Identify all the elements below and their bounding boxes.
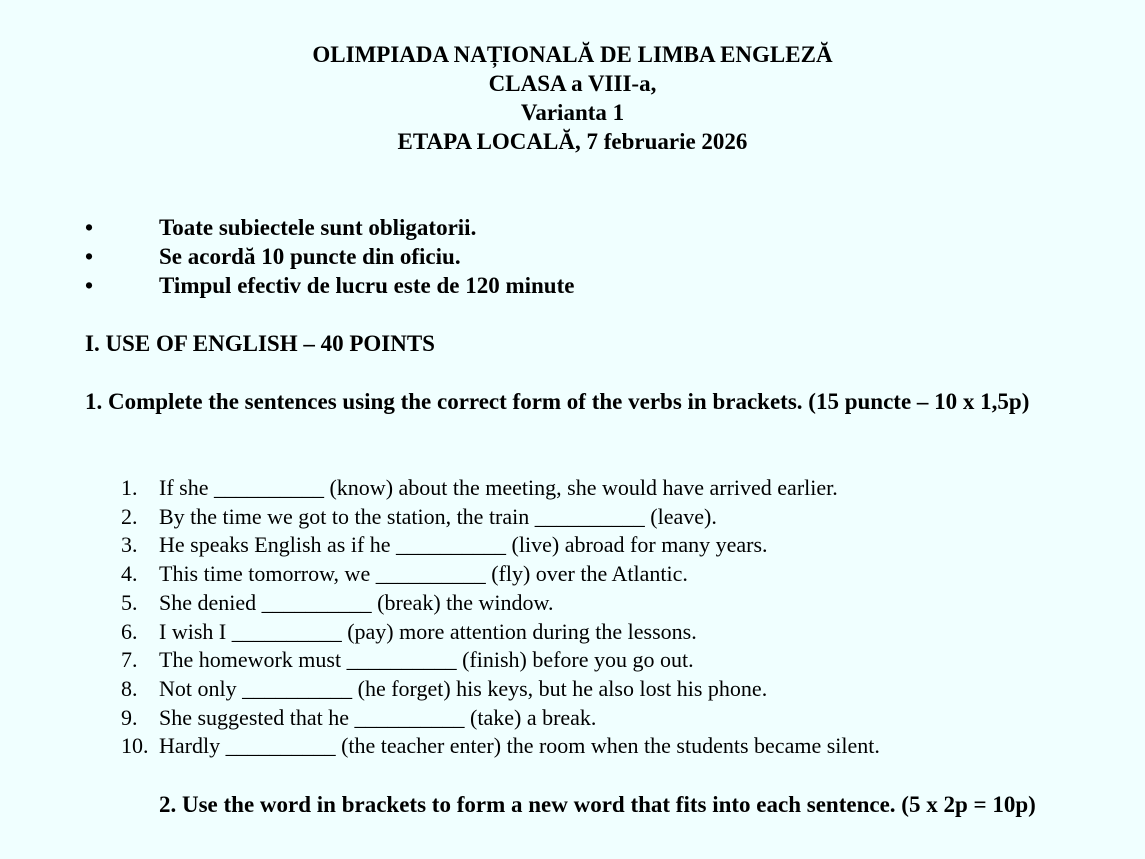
list-item bbox=[121, 618, 880, 647]
item-number: 4. bbox=[121, 561, 138, 587]
rule-item bbox=[85, 242, 574, 271]
rule-text: Timpul efectiv de lucru este de 120 minute bbox=[159, 273, 575, 298]
task2-instruction: 2. Use the word in brackets to form a new word that fits into each sentence. (5 x 2p = 10p) bbox=[159, 792, 1036, 817]
rule-item bbox=[85, 213, 574, 242]
stage-date: ETAPA LOCALĂ, 7 februarie 2026 bbox=[397, 129, 748, 154]
bullet-icon: • bbox=[85, 244, 94, 269]
task1-sentence-list bbox=[121, 474, 880, 761]
item-number: 8. bbox=[121, 675, 138, 701]
item-number: 3. bbox=[121, 532, 138, 558]
rule-item bbox=[85, 271, 574, 300]
item-text: This time tomorrow, we __________ (fly) over the Atlantic. bbox=[159, 561, 688, 587]
variant-label: Varianta 1 bbox=[520, 100, 625, 125]
item-text: Not only __________ (he forget) his keys, but he also lost his phone. bbox=[159, 675, 768, 701]
item-number: 1. bbox=[121, 475, 138, 500]
item-text: She denied __________ (break) the window. bbox=[159, 589, 554, 615]
item-number: 10. bbox=[121, 733, 149, 759]
list-item bbox=[121, 531, 880, 560]
item-number: 5. bbox=[121, 589, 138, 615]
list-item bbox=[121, 560, 880, 589]
item-number: 2. bbox=[121, 503, 138, 529]
item-text: By the time we got to the station, the train __________ (leave). bbox=[159, 503, 717, 529]
rule-text: Toate subiectele sunt obligatorii. bbox=[159, 215, 477, 240]
item-text: The homework must __________ (finish) before you go out. bbox=[159, 647, 694, 673]
item-text: Hardly __________ (the teacher enter) the room when the students became silent. bbox=[159, 733, 880, 759]
bullet-icon: • bbox=[85, 215, 94, 240]
bullet-icon: • bbox=[85, 273, 94, 298]
item-text: She suggested that he __________ (take) a break. bbox=[159, 704, 597, 730]
rule-text: Se acordă 10 puncte din oficiu. bbox=[159, 244, 461, 269]
olympiad-title: OLIMPIADA NAȚIONALĂ DE LIMBA ENGLEZĂ bbox=[312, 42, 833, 67]
document-header bbox=[0, 40, 1145, 156]
item-number: 9. bbox=[121, 704, 138, 730]
list-item bbox=[121, 474, 880, 503]
list-item bbox=[121, 675, 880, 704]
list-item bbox=[121, 589, 880, 618]
item-text: He speaks English as if he __________ (live) abroad for many years. bbox=[159, 532, 768, 558]
item-number: 7. bbox=[121, 647, 138, 673]
list-item bbox=[121, 646, 880, 675]
list-item bbox=[121, 704, 880, 733]
class-label: CLASA a VIII-a, bbox=[488, 71, 657, 96]
list-item bbox=[121, 732, 880, 761]
section-title: I. USE OF ENGLISH – 40 POINTS bbox=[85, 331, 435, 356]
rules-list bbox=[85, 213, 574, 300]
item-number: 6. bbox=[121, 618, 138, 644]
task1-instruction: 1. Complete the sentences using the correct form of the verbs in brackets. (15 puncte – 10 x 1,5p) bbox=[85, 389, 1030, 414]
item-text: I wish I __________ (pay) more attention during the lessons. bbox=[159, 618, 697, 644]
list-item bbox=[121, 503, 880, 532]
item-text: If she __________ (know) about the meeting, she would have arrived earlier. bbox=[159, 475, 838, 500]
